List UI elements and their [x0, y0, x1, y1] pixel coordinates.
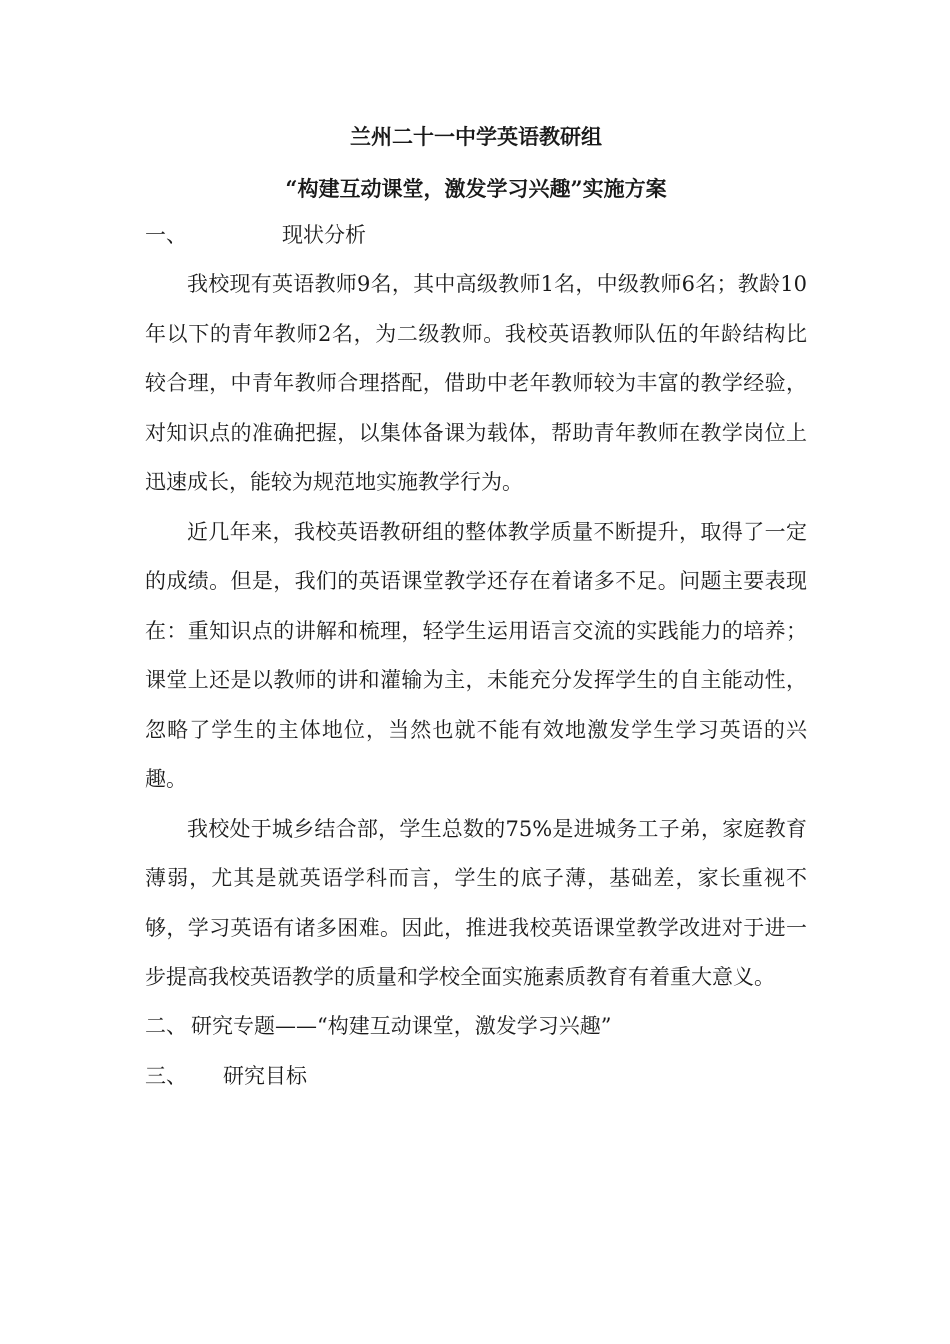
paragraph-1: 我校现有英语教师9名，其中高级教师1名，中级教师6名；教龄10年以下的青年教师2名，为二级教师。我校英语教师队伍的年龄结构比较合理，中青年教师合理搭配，借助中老年教师较为丰富的教学经验，对知识点的准确把握，以集体备课为载体，帮助青年教师在教学岗位上迅速成长，能较为规范地实施教学行为。: [145, 272, 807, 494]
section-number: 一、: [145, 223, 187, 247]
document-subtitle: “构建互动课堂，激发学习兴趣”实施方案: [285, 176, 667, 201]
section-number: 二、: [145, 1013, 187, 1038]
section-title: 现状分析: [282, 223, 366, 247]
document-body: [145, 120, 807, 1093]
section-title: 研究目标: [223, 1063, 307, 1088]
paragraph-2: 近几年来，我校英语教研组的整体教学质量不断提升，取得了一定的成绩。但是，我们的英语课堂教学还存在着诸多不足。问题主要表现在：重知识点的讲解和梳理，轻学生运用语言交流的实践能力的培养；课堂上还是以教师的讲和灌输为主，未能充分发挥学生的自主能动性，忽略了学生的主体地位，当然也就不能有效地激发学生学习英语的兴趣。: [145, 519, 807, 791]
section-heading-2: [145, 1009, 807, 1043]
paragraph-3: 我校处于城乡结合部，学生总数的75%是进城务工子弟，家庭教育薄弱，尤其是就英语学科而言，学生的底子薄，基础差，家长重视不够，学习英语有诸多困难。因此，推进我校英语课堂教学改进对于进一步提高我校英语教学的质量和学校全面实施素质教育有着重大意义。: [145, 816, 807, 989]
section-heading-3: [145, 1059, 807, 1093]
document-title: 兰州二十一中学英语教研组: [350, 124, 602, 149]
section-number: 三、: [145, 1063, 187, 1088]
section-heading-1: [145, 218, 807, 252]
section-title: 研究专题——“构建互动课堂，激发学习兴趣”: [191, 1013, 612, 1038]
